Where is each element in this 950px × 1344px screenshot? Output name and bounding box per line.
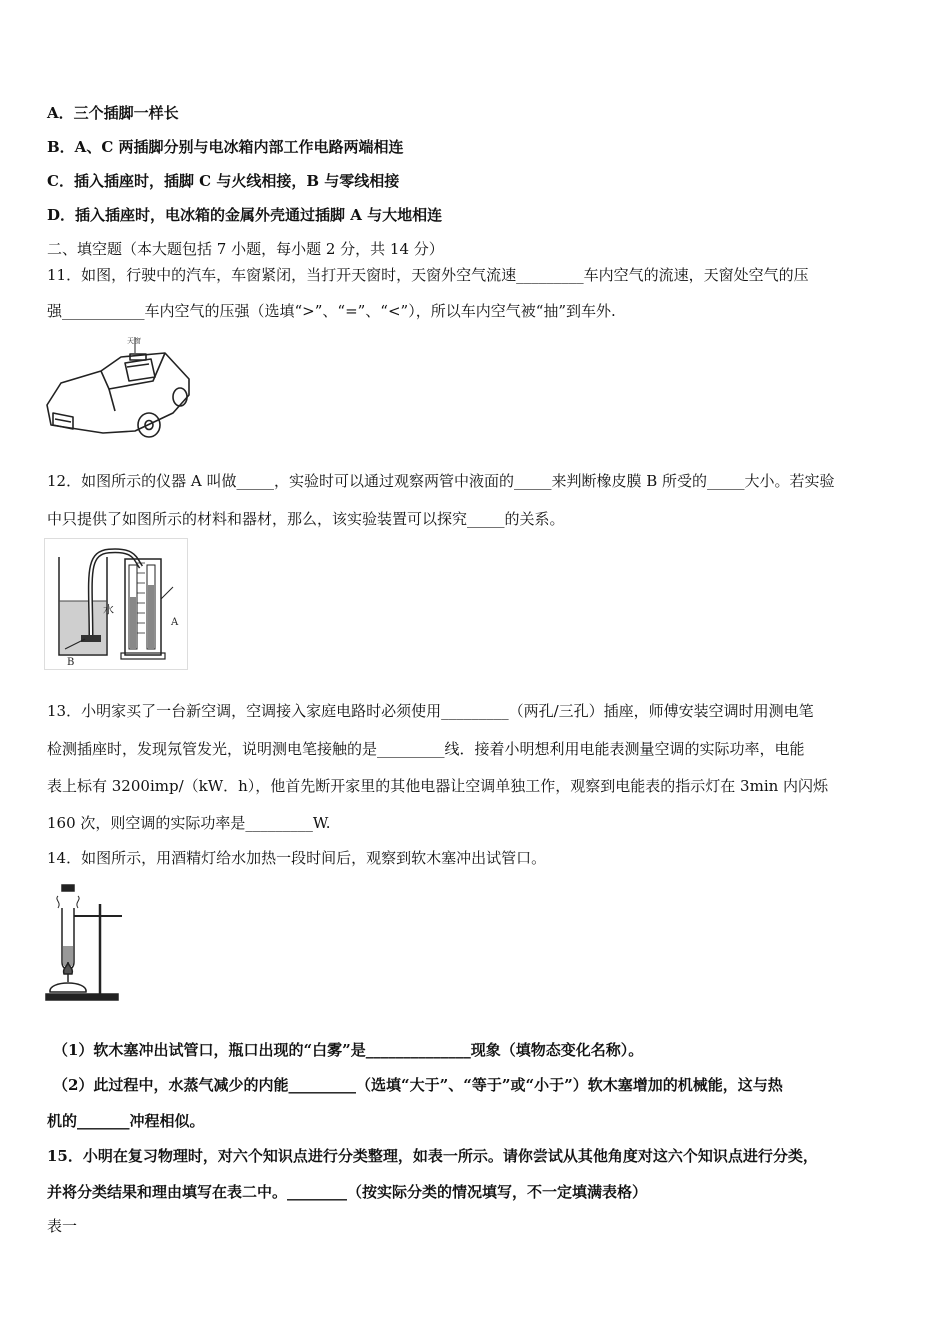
q10-option-a: A．三个插脚一样长 bbox=[47, 104, 179, 122]
q13-text-line3: 表上标有 3200imp/（kW．h），他首先断开家里的其他电器让空调单独工作，观察到电能表的指示灯在 3min 内闪烁 bbox=[47, 777, 829, 795]
label-b: B bbox=[67, 657, 75, 668]
water-label: 水 bbox=[103, 603, 114, 616]
q10-option-d: D．插入插座时，电冰箱的金属外壳通过插脚 A 与大地相连 bbox=[47, 206, 443, 224]
q14-sub2-line1: （2）此过程中，水蒸气减少的内能_________（选填“大于”、“等于”或“小于”）软木塞增加的机械能，这与热 bbox=[53, 1076, 783, 1094]
q13-text-line4: 160 次，则空调的实际功率是_________W. bbox=[47, 814, 331, 832]
q12-text-line2: 中只提供了如图所示的材料和器材，那么，该实验装置可以探究_____的关系。 bbox=[47, 510, 565, 528]
q11-text-line1: 11．如图，行驶中的汽车，车窗紧闭，当打开天窗时，天窗外空气流速_________车内空气的流速，天窗处空气的压 bbox=[47, 266, 809, 284]
car-figure bbox=[43, 333, 193, 455]
alcohol-lamp-figure bbox=[44, 882, 128, 1006]
q15-text-line1: 15．小明在复习物理时，对六个知识点进行分类整理，如表一所示。请你尝试从其他角度对这六个知识点进行分类， bbox=[47, 1147, 818, 1165]
q11-text-line2: 强___________车内空气的压强（选填“>”、“=”、“<”），所以车内空气被“抽”到车外. bbox=[47, 302, 616, 320]
q13-text-line1: 13．小明家买了一台新空调，空调接入家庭电路时必须使用_________（两孔/三孔）插座，师傅安装空调时用测电笔 bbox=[47, 702, 814, 720]
q14-sub2-line2: 机的_______冲程相似。 bbox=[47, 1112, 205, 1130]
sunroof-label: 天窗 bbox=[127, 337, 141, 345]
q13-text-line2: 检测插座时，发现氖管发光，说明测电笔接触的是_________线．接着小明想利用电能表测量空调的实际功率，电能 bbox=[47, 740, 805, 758]
q15-text-line2: 并将分类结果和理由填写在表二中。________（按实际分类的情况填写，不一定填满表格） bbox=[47, 1183, 648, 1201]
q14-text-line1: 14．如图所示，用酒精灯给水加热一段时间后，观察到软木塞冲出试管口。 bbox=[47, 849, 547, 867]
label-a: A bbox=[171, 617, 179, 628]
q10-option-c: C．插入插座时，插脚 C 与火线相接，B 与零线相接 bbox=[47, 172, 400, 190]
section-title: 二、填空题（本大题包括 7 小题，每小题 2 分，共 14 分） bbox=[47, 240, 444, 258]
table-label: 表一 bbox=[47, 1217, 78, 1235]
q12-text-line1: 12．如图所示的仪器 A 叫做_____，实验时可以通过观察两管中液面的_____来判断橡皮膜 B 所受的_____大小。若实验 bbox=[47, 472, 835, 490]
q10-option-b: B．A、C 两插脚分别与电冰箱内部工作电路两端相连 bbox=[47, 138, 404, 156]
q14-sub1: （1）软木塞冲出试管口，瓶口出现的“白雾”是______________现象（填物态变化名称）。 bbox=[53, 1041, 644, 1059]
pressure-gauge-figure bbox=[44, 538, 188, 670]
